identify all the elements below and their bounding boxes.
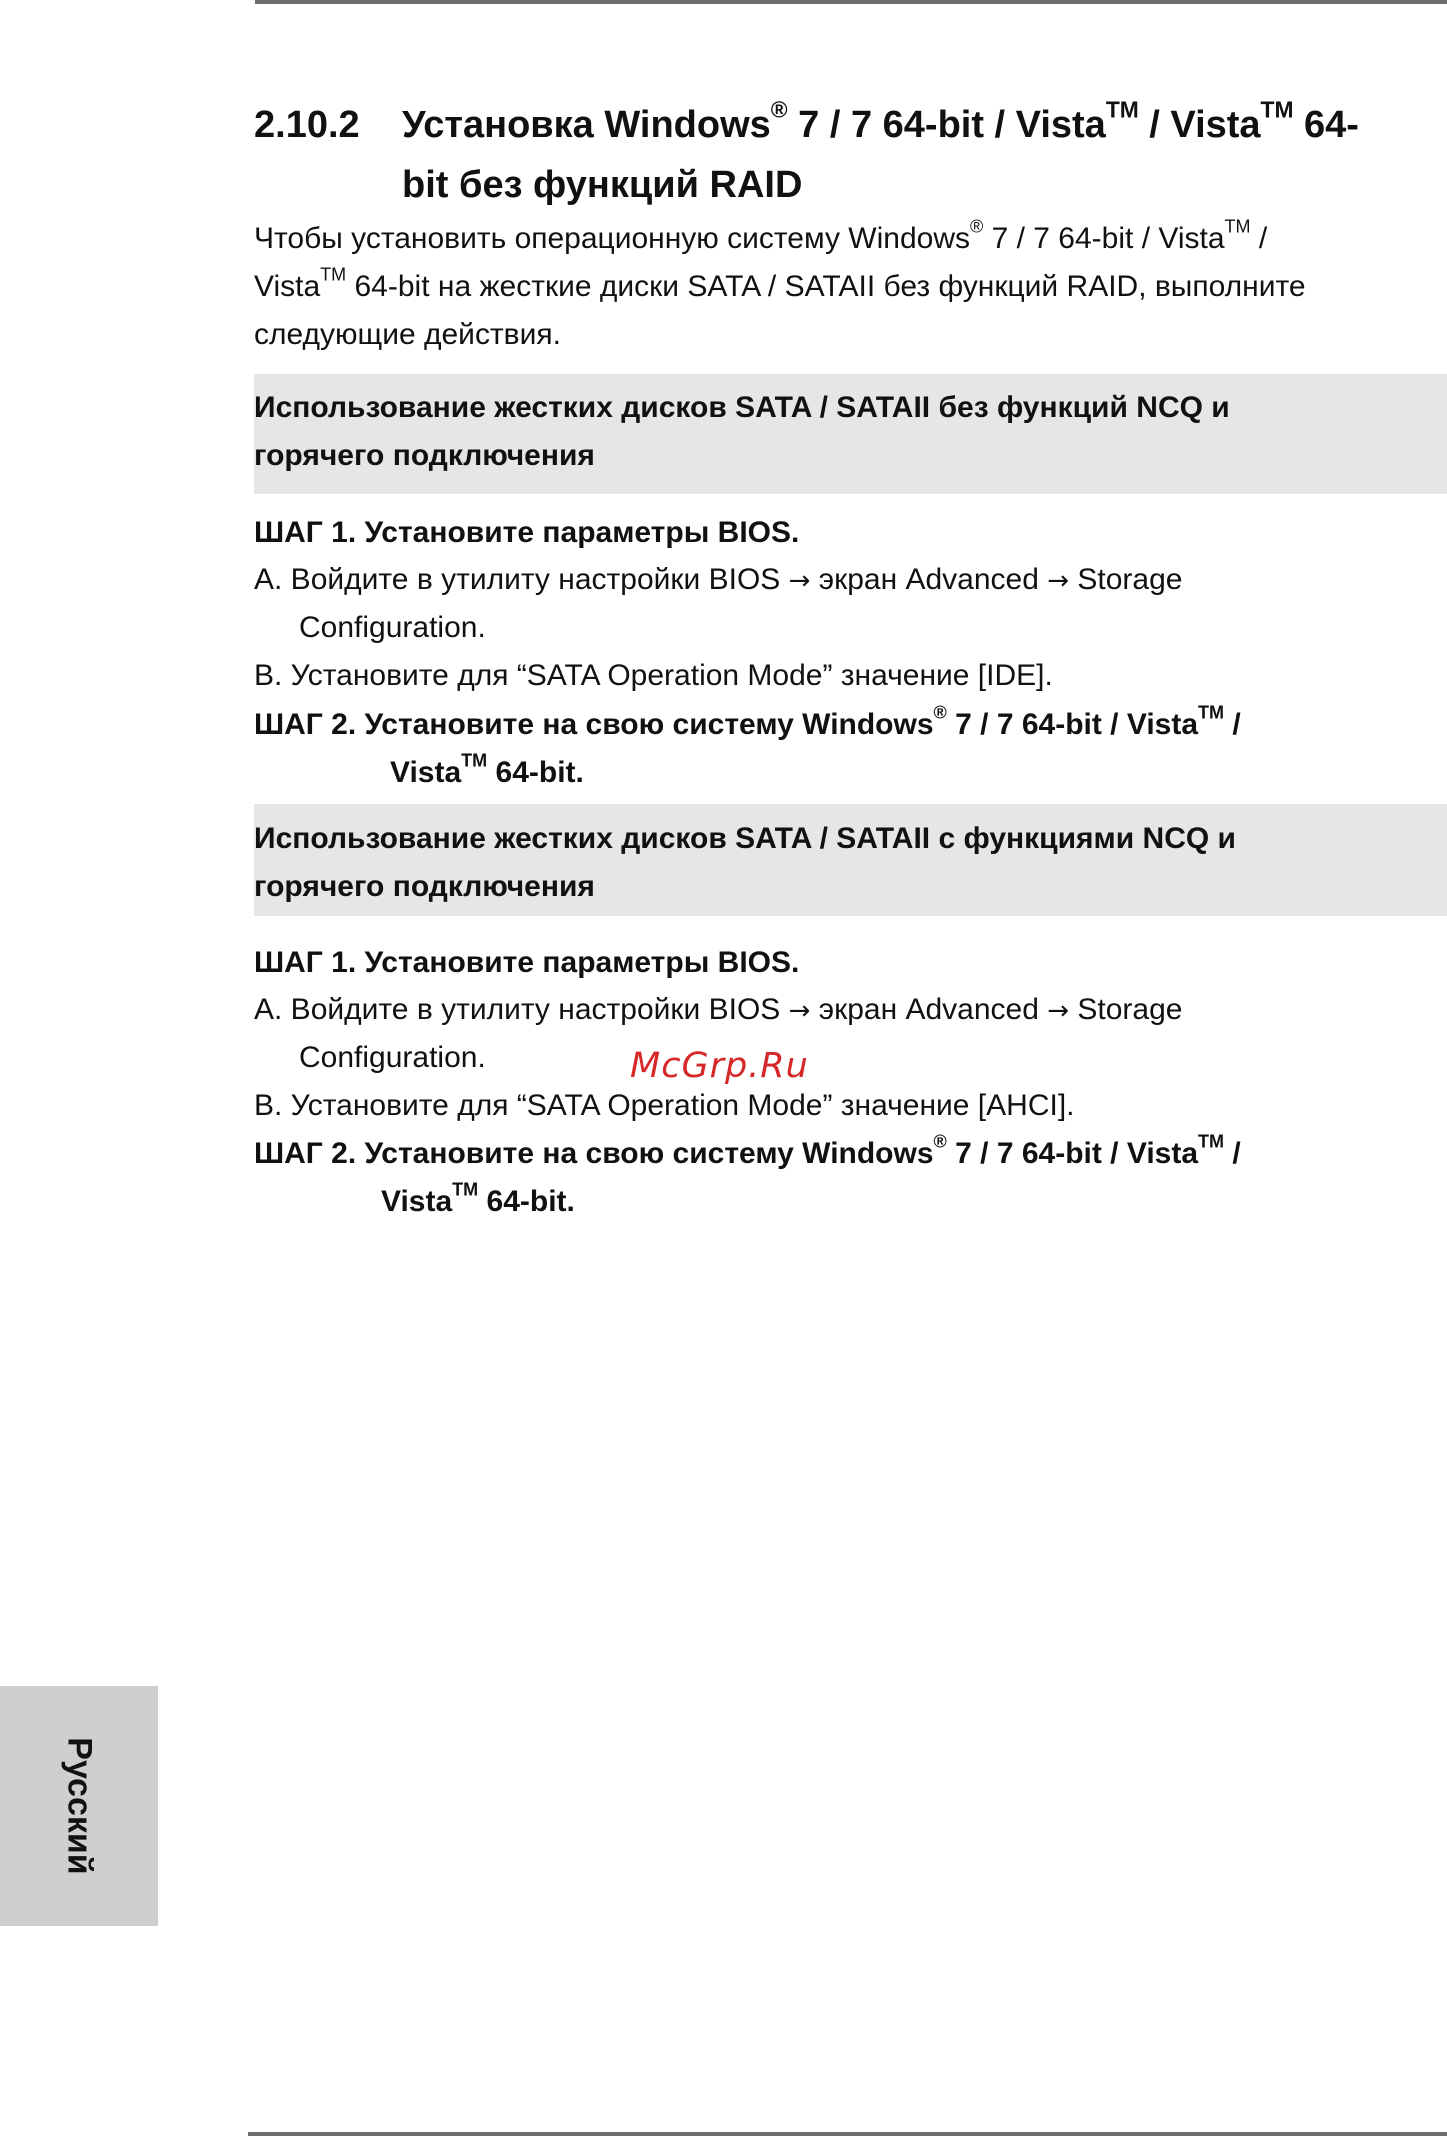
arrow-icon: →	[1047, 566, 1070, 596]
block2-item-a: A. Войдите в утилиту настройки BIOS → экран Advanced → Storage	[254, 993, 1183, 1026]
block1-step1: ШАГ 1. Установите параметры BIOS.	[254, 516, 800, 549]
arrow-icon: →	[788, 566, 811, 596]
block1-item-a: A. Войдите в утилиту настройки BIOS → экран Advanced → Storage	[254, 563, 1183, 596]
block2-step2-line1: ШАГ 2. Установите на свою систему Windows® 7 / 7 64-bit / Vista™ /	[254, 1131, 1241, 1170]
top-rule	[255, 0, 1447, 4]
block1-heading-line2: горячего подключения	[254, 439, 595, 472]
block1-item-b: B. Установите для “SATA Operation Mode” значение [IDE].	[254, 659, 1053, 692]
bottom-rule	[248, 2132, 1447, 2136]
intro-line3: следующие действия.	[254, 318, 561, 351]
block2-heading-line1: Использование жестких дисков SATA / SATAII с функциями NCQ и	[254, 822, 1236, 855]
section-title-line2: bit без функций RAID	[402, 164, 803, 206]
arrow-icon: →	[1047, 996, 1070, 1026]
block1-step2-line1: ШАГ 2. Установите на свою систему Windows® 7 / 7 64-bit / Vista™ /	[254, 702, 1241, 741]
language-side-tab	[0, 1686, 158, 1926]
intro-line2: Vista™ 64-bit на жесткие диски SATA / SATAII без функций RAID, выполните	[254, 264, 1306, 303]
block1-heading-line1: Использование жестких дисков SATA / SATAII без функций NCQ и	[254, 391, 1230, 424]
block2-step2-line2: Vista™ 64-bit.	[381, 1179, 575, 1218]
block1-item-a-cont: Configuration.	[299, 611, 486, 644]
language-side-tab-label: Русский	[60, 1737, 99, 1875]
intro-line1: Чтобы установить операционную систему Windows® 7 / 7 64-bit / Vista™ /	[254, 216, 1268, 255]
watermark: McGrp.Ru	[630, 1046, 809, 1086]
block2-heading-line2: горячего подключения	[254, 870, 595, 903]
section-title-line1: 2.10.2 Установка Windows® 7 / 7 64-bit / Vista™ / Vista™ 64-	[254, 97, 1359, 153]
section-number: 2.10.2	[254, 104, 360, 146]
block2-item-b: B. Установите для “SATA Operation Mode” значение [AHCI].	[254, 1089, 1075, 1122]
block1-step2-line2: Vista™ 64-bit.	[390, 750, 584, 789]
arrow-icon: →	[788, 996, 811, 1026]
block2-item-a-cont: Configuration.	[299, 1041, 486, 1074]
block2-step1: ШАГ 1. Установите параметры BIOS.	[254, 946, 800, 979]
